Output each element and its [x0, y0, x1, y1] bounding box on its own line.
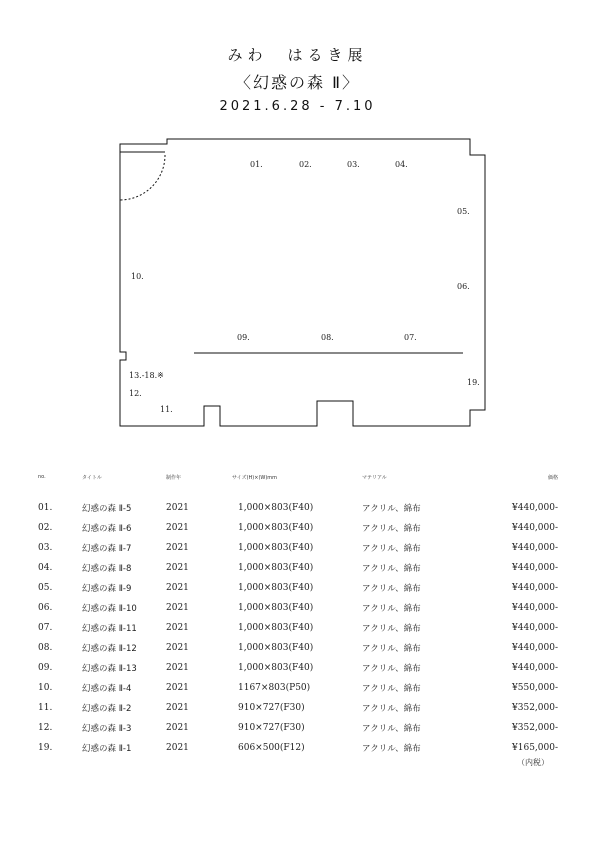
- cell-price: ¥165,000-: [512, 743, 558, 753]
- plan-label-08: 08.: [321, 333, 334, 342]
- plan-label-03: 03.: [347, 160, 360, 169]
- cell-material: アクリル、綿布: [362, 524, 421, 534]
- cell-year: 2021: [166, 643, 189, 653]
- table-row: [28, 738, 558, 758]
- cell-no: 11.: [38, 703, 53, 713]
- artist-title: みわ はるき展: [227, 46, 368, 64]
- col-header-size: サイズ(H)×(W)mm: [232, 475, 278, 481]
- cell-price: ¥352,000-: [512, 703, 558, 713]
- plan-label-05: 05.: [457, 207, 470, 216]
- cell-material: アクリル、綿布: [362, 744, 421, 754]
- plan-label-09: 09.: [237, 333, 250, 342]
- cell-title: 幻惑の森 Ⅱ-12: [82, 644, 137, 654]
- cell-year: 2021: [166, 503, 189, 513]
- table-row: [28, 698, 558, 718]
- cell-no: 01.: [38, 503, 53, 513]
- plan-label-13-18: 13.-18.※: [129, 371, 164, 380]
- cell-price: ¥440,000-: [512, 543, 558, 553]
- col-header-material: マテリアル: [362, 475, 387, 481]
- table-row: [28, 678, 558, 698]
- cell-size: 1,000×803(F40): [238, 603, 314, 613]
- table-row: [28, 598, 558, 618]
- col-header-year: 制作年: [166, 475, 182, 481]
- col-header-price: 価格: [547, 475, 558, 481]
- table-row: [28, 718, 558, 738]
- cell-year: 2021: [166, 683, 189, 693]
- plan-label-01: 01.: [250, 160, 263, 169]
- cell-material: アクリル、綿布: [362, 564, 421, 574]
- cell-size: 1,000×803(F40): [238, 623, 314, 633]
- cell-material: アクリル、綿布: [362, 544, 421, 554]
- cell-size: 606×500(F12): [238, 743, 305, 753]
- plan-label-10: 10.: [131, 272, 144, 281]
- cell-title: 幻惑の森 Ⅱ-8: [82, 564, 132, 574]
- cell-year: 2021: [166, 543, 189, 553]
- cell-no: 19.: [38, 743, 53, 753]
- table-row: [28, 498, 558, 518]
- cell-price: ¥352,000-: [512, 723, 558, 733]
- cell-price: ¥550,000-: [512, 683, 558, 693]
- plan-label-02: 02.: [299, 160, 312, 169]
- cell-no: 07.: [38, 623, 53, 633]
- cell-year: 2021: [166, 623, 189, 633]
- cell-year: 2021: [166, 723, 189, 733]
- cell-year: 2021: [166, 583, 189, 593]
- cell-material: アクリル、綿布: [362, 504, 421, 514]
- cell-size: 1,000×803(F40): [238, 643, 314, 653]
- cell-size: 1,000×803(F40): [238, 503, 314, 513]
- cell-title: 幻惑の森 Ⅱ-1: [82, 744, 132, 754]
- cell-material: アクリル、綿布: [362, 724, 421, 734]
- price-list-table: [28, 470, 558, 758]
- cell-year: 2021: [166, 563, 189, 573]
- plan-label-12: 12.: [129, 389, 142, 398]
- table-row: [28, 658, 558, 678]
- table-row: [28, 618, 558, 638]
- table-row: [28, 538, 558, 558]
- cell-no: 05.: [38, 583, 53, 593]
- cell-year: 2021: [166, 523, 189, 533]
- tax-note: （内税）: [517, 758, 549, 767]
- cell-material: アクリル、綿布: [362, 664, 421, 674]
- cell-price: ¥440,000-: [512, 643, 558, 653]
- cell-title: 幻惑の森 Ⅱ-13: [82, 664, 137, 674]
- cell-size: 1,000×803(F40): [238, 663, 314, 673]
- cell-size: 910×727(F30): [238, 703, 305, 713]
- cell-title: 幻惑の森 Ⅱ-11: [82, 624, 137, 634]
- cell-title: 幻惑の森 Ⅱ-6: [82, 524, 132, 534]
- cell-no: 09.: [38, 663, 53, 673]
- plan-label-11: 11.: [160, 405, 173, 414]
- cell-title: 幻惑の森 Ⅱ-4: [82, 684, 132, 694]
- gallery-walls: [120, 139, 485, 426]
- cell-size: 1,000×803(F40): [238, 563, 314, 573]
- cell-year: 2021: [166, 663, 189, 673]
- cell-size: 1,000×803(F40): [238, 523, 314, 533]
- cell-title: 幻惑の森 Ⅱ-10: [82, 604, 137, 614]
- table-row: [28, 578, 558, 598]
- cell-no: 06.: [38, 603, 53, 613]
- cell-no: 08.: [38, 643, 53, 653]
- exhibition-dates: 2021.6.28 - 7.10: [219, 99, 376, 114]
- cell-material: アクリル、綿布: [362, 704, 421, 714]
- cell-material: アクリル、綿布: [362, 644, 421, 654]
- table-row: [28, 638, 558, 658]
- cell-year: 2021: [166, 603, 189, 613]
- cell-year: 2021: [166, 703, 189, 713]
- cell-year: 2021: [166, 743, 189, 753]
- table-row: [28, 518, 558, 538]
- cell-no: 10.: [38, 683, 53, 693]
- cell-price: ¥440,000-: [512, 523, 558, 533]
- col-header-no: no.: [38, 474, 46, 480]
- cell-size: 1167×803(P50): [238, 683, 311, 693]
- cell-no: 12.: [38, 723, 53, 733]
- cell-no: 04.: [38, 563, 53, 573]
- cell-price: ¥440,000-: [512, 623, 558, 633]
- table-header-row: [28, 470, 558, 498]
- plan-label-04: 04.: [395, 160, 408, 169]
- cell-price: ¥440,000-: [512, 583, 558, 593]
- cell-material: アクリル、綿布: [362, 584, 421, 594]
- cell-size: 910×727(F30): [238, 723, 305, 733]
- cell-title: 幻惑の森 Ⅱ-7: [82, 544, 132, 554]
- table-row: [28, 558, 558, 578]
- plan-label-07: 07.: [404, 333, 417, 342]
- plan-label-19: 19.: [467, 378, 480, 387]
- cell-no: 03.: [38, 543, 53, 553]
- plan-label-06: 06.: [457, 282, 470, 291]
- cell-price: ¥440,000-: [512, 603, 558, 613]
- cell-price: ¥440,000-: [512, 503, 558, 513]
- cell-material: アクリル、綿布: [362, 684, 421, 694]
- cell-title: 幻惑の森 Ⅱ-3: [82, 724, 132, 734]
- cell-title: 幻惑の森 Ⅱ-2: [82, 704, 132, 714]
- cell-title: 幻惑の森 Ⅱ-9: [82, 584, 132, 594]
- cell-price: ¥440,000-: [512, 663, 558, 673]
- door-swing-arc: [120, 155, 165, 200]
- exhibition-title: 〈幻惑の森 Ⅱ〉: [235, 73, 360, 92]
- cell-material: アクリル、綿布: [362, 624, 421, 634]
- cell-size: 1,000×803(F40): [238, 583, 314, 593]
- cell-title: 幻惑の森 Ⅱ-5: [82, 504, 132, 514]
- cell-material: アクリル、綿布: [362, 604, 421, 614]
- cell-size: 1,000×803(F40): [238, 543, 314, 553]
- cell-price: ¥440,000-: [512, 563, 558, 573]
- col-header-title: タイトル: [82, 475, 102, 481]
- cell-no: 02.: [38, 523, 53, 533]
